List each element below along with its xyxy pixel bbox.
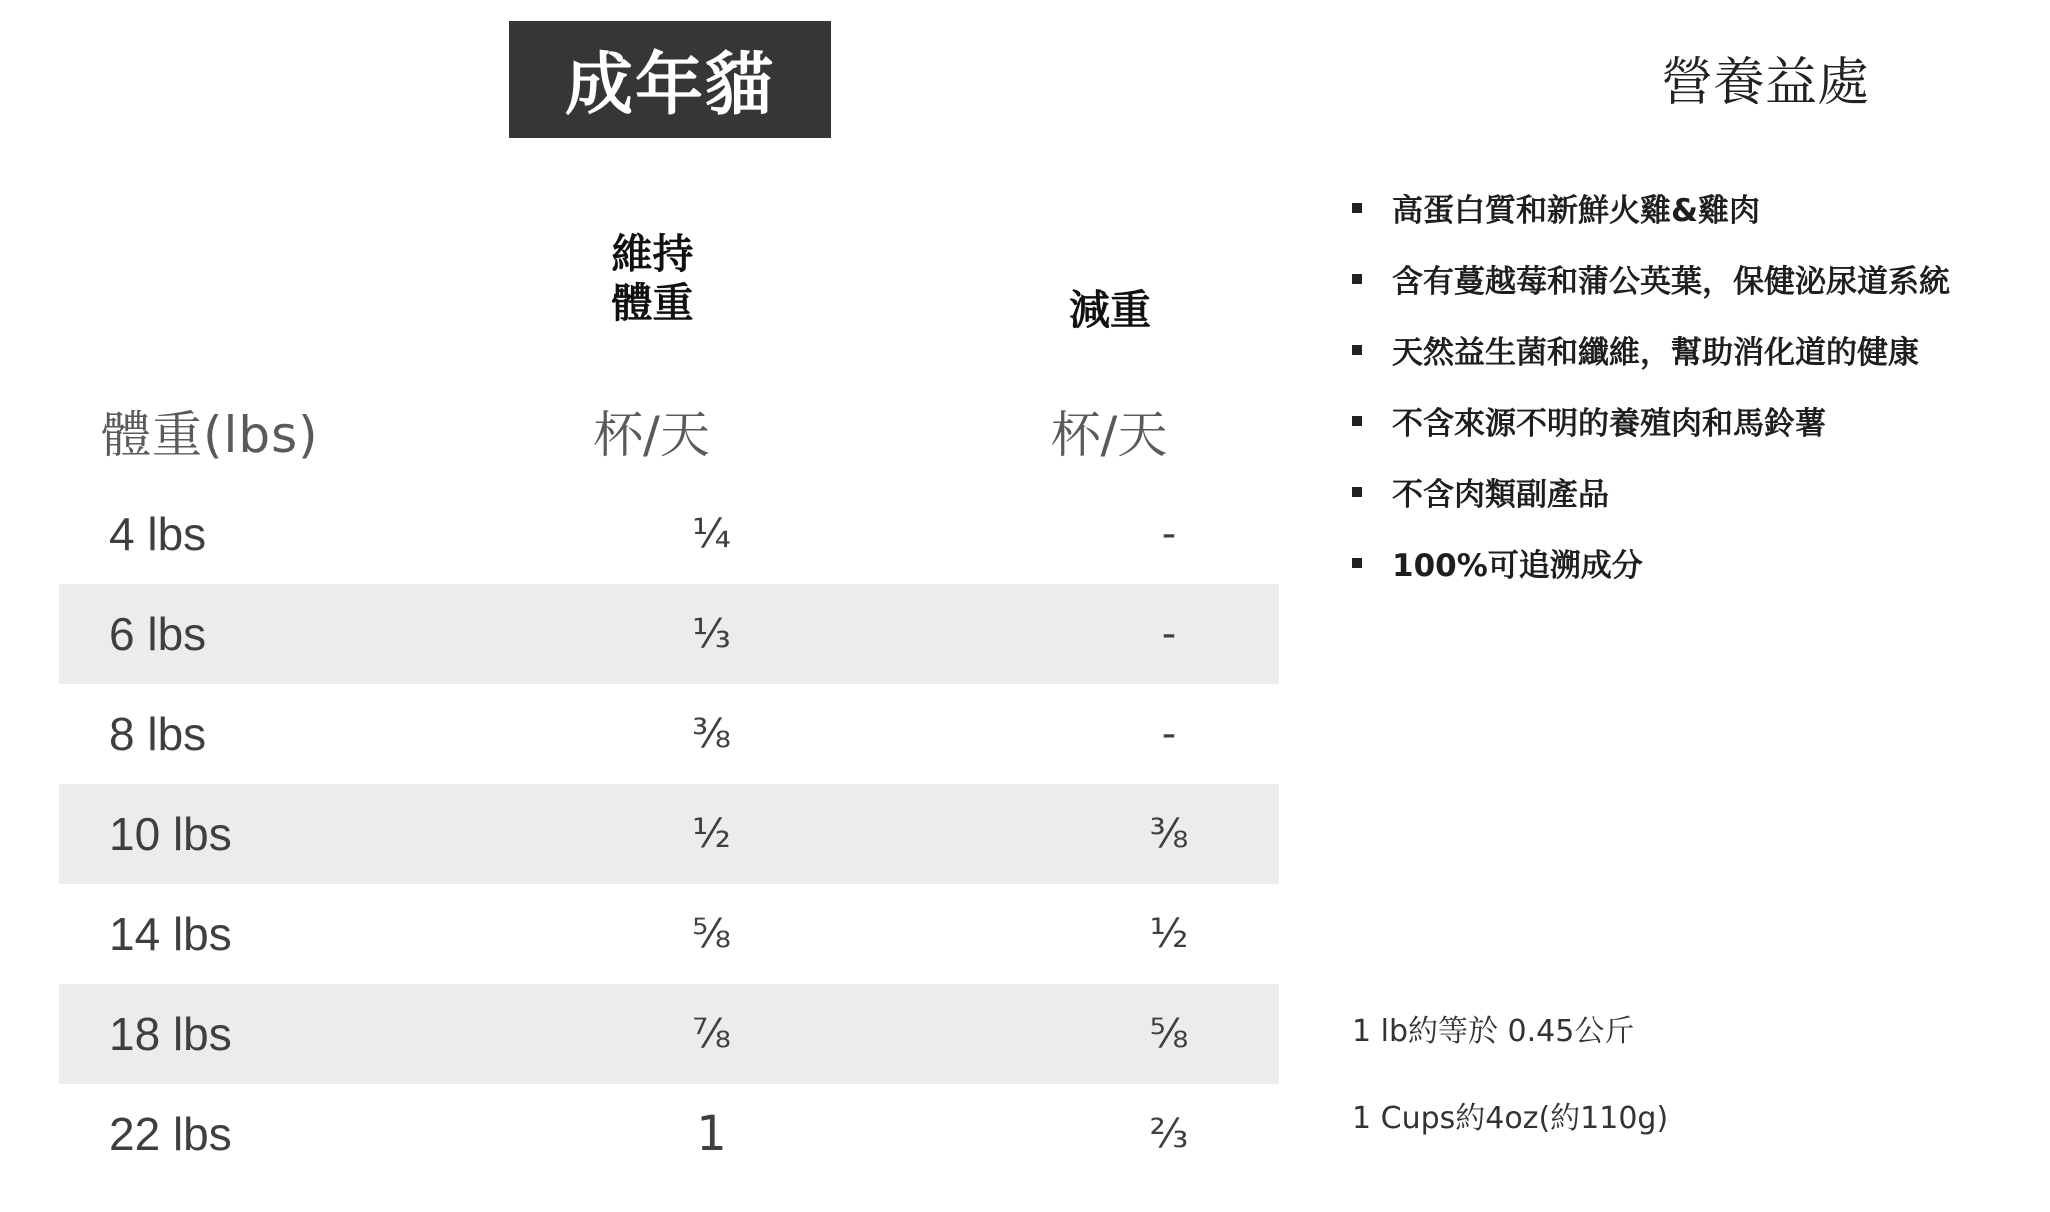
maintain-cups-cell: ⅝	[692, 911, 731, 957]
square-bullet-icon	[1352, 345, 1362, 355]
table-row	[59, 884, 1279, 984]
benefit-text: 不含肉類副產品	[1392, 477, 1609, 513]
maintain-heading-line-2: 體重	[611, 279, 694, 328]
unit-header-row	[59, 395, 1279, 464]
list-item	[1352, 172, 1950, 243]
square-bullet-icon	[1352, 203, 1362, 213]
benefits-list	[1352, 172, 1950, 598]
reduce-cups-cell: ½	[1149, 911, 1189, 957]
maintain-cups-cell: 1	[696, 1106, 727, 1162]
reduce-cups-cell: -	[1161, 611, 1177, 657]
weight-cell: 14 lbs	[109, 908, 232, 960]
weight-unit-label: 體重(lbs)	[101, 406, 319, 464]
maintain-heading-line-1: 維持	[611, 230, 694, 278]
reduce-cups-cell: ⅔	[1149, 1111, 1189, 1157]
list-item	[1352, 243, 1950, 314]
maintain-cups-cell: ⅓	[692, 611, 731, 657]
table-row	[59, 684, 1279, 784]
reduce-unit-label: 杯/天	[1050, 406, 1168, 464]
weight-cell: 8 lbs	[109, 708, 207, 760]
list-item	[1352, 527, 1950, 598]
benefits-title: 營養益處	[1660, 53, 1869, 113]
maintain-cups-cell: ⅞	[692, 1011, 731, 1057]
reduce-cups-cell: -	[1161, 711, 1177, 757]
maintain-weight-heading	[540, 230, 765, 328]
weight-cell: 22 lbs	[109, 1108, 232, 1160]
benefit-text: 含有蔓越莓和蒲公英葉，保健泌尿道系統	[1392, 264, 1950, 300]
list-item	[1352, 314, 1950, 385]
list-item	[1352, 385, 1950, 456]
square-bullet-icon	[1352, 487, 1362, 497]
table-row	[59, 784, 1279, 884]
page-title: 成年貓	[509, 21, 831, 138]
square-bullet-icon	[1352, 558, 1362, 568]
reduce-cups-cell: ⅝	[1149, 1011, 1189, 1057]
table-row	[59, 584, 1279, 684]
table-row	[59, 1084, 1279, 1184]
weight-cell: 4 lbs	[109, 508, 207, 560]
maintain-unit-label: 杯/天	[593, 406, 710, 464]
cup-conversion-note: 1 Cups約4oz(約110g)	[1352, 1101, 1669, 1136]
maintain-cups-cell: ½	[692, 811, 731, 857]
maintain-cups-cell: ⅜	[692, 711, 731, 757]
square-bullet-icon	[1352, 416, 1362, 426]
benefit-text: 100%可追溯成分	[1392, 548, 1643, 584]
list-item	[1352, 456, 1950, 527]
weight-cell: 10 lbs	[109, 808, 232, 860]
maintain-cups-cell: ¼	[692, 511, 731, 557]
table-row	[59, 484, 1279, 584]
benefit-text: 高蛋白質和新鮮火雞&雞肉	[1392, 193, 1761, 229]
weight-cell: 18 lbs	[109, 1008, 232, 1060]
benefit-text: 不含來源不明的養殖肉和馬鈴薯	[1392, 406, 1826, 442]
weight-cell: 6 lbs	[109, 608, 207, 660]
benefit-text: 天然益生菌和纖維，幫助消化道的健康	[1392, 335, 1919, 371]
reduce-cups-cell: -	[1161, 511, 1177, 557]
table-row	[59, 984, 1279, 1084]
reduce-cups-cell: ⅜	[1149, 811, 1189, 857]
square-bullet-icon	[1352, 274, 1362, 284]
reduce-weight-heading: 減重	[1069, 286, 1151, 334]
weight-conversion-note: 1 lb約等於 0.45公斤	[1352, 1014, 1635, 1049]
